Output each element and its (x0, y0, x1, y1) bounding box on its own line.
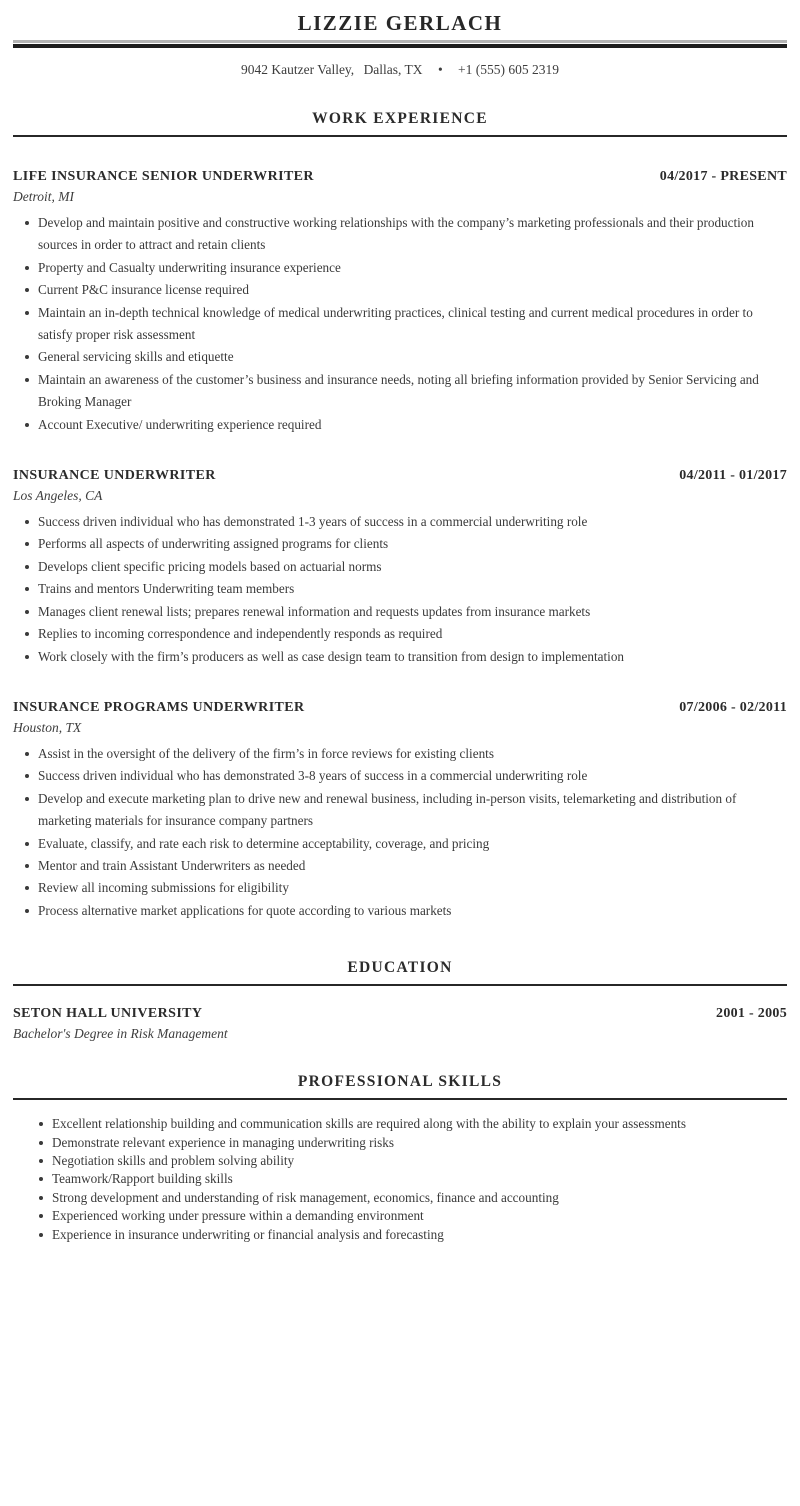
education-degree: Bachelor's Degree in Risk Management (13, 1026, 228, 1042)
bullet-icon (25, 221, 29, 225)
education-header (13, 1005, 787, 1023)
bullet-icon (39, 1177, 43, 1181)
job-bullet-list (13, 511, 787, 668)
bullet-icon (39, 1214, 43, 1218)
bullet-icon (25, 266, 29, 270)
job-bullet-item (13, 369, 787, 414)
job-bullet-item (13, 765, 787, 787)
bullet-icon (25, 774, 29, 778)
header-double-rule (13, 40, 787, 48)
work-experience-section (13, 109, 787, 922)
skill-text: Teamwork/Rapport building skills (52, 1171, 233, 1187)
section-divider (13, 135, 787, 137)
job-bullet-item (13, 855, 787, 877)
job-dates: 04/2017 - PRESENT (659, 169, 787, 184)
bullet-icon (25, 886, 29, 890)
job-dates: 07/2006 - 02/2011 (679, 699, 787, 715)
job-title: LIFE INSURANCE SENIOR UNDERWRITER (13, 169, 314, 184)
contact-line (13, 61, 787, 78)
skill-text: Experience in insurance underwriting or financial analysis and forecasting (52, 1226, 444, 1242)
bullet-icon (39, 1141, 43, 1145)
job-bullet-item (13, 257, 787, 279)
job-title: INSURANCE PROGRAMS UNDERWRITER (13, 699, 305, 715)
bullet-icon (25, 423, 29, 427)
bullet-icon (39, 1122, 43, 1126)
education-heading: EDUCATION (347, 959, 453, 977)
job-bullet-text: Mentor and train Assistant Underwriters as needed (38, 857, 306, 873)
job-bullet-text: Evaluate, classify, and rate each risk to determine acceptability, coverage, and pricing (38, 835, 490, 851)
contact-phone: +1 (555) 605 2319 (458, 62, 560, 77)
skill-item (13, 1207, 787, 1225)
skill-item (13, 1170, 787, 1188)
job-bullet-item (13, 743, 787, 765)
job-bullet-text: Success driven individual who has demonstrated 3-8 years of success in a commercial underwriting role (38, 768, 588, 784)
professional-skills-section (13, 1072, 787, 1244)
job-bullet-text: General servicing skills and etiquette (38, 349, 234, 365)
job-bullet-item (13, 578, 787, 600)
professional-skills-heading: PROFESSIONAL SKILLS (297, 1073, 503, 1091)
skill-item (13, 1115, 787, 1133)
section-divider (13, 984, 787, 986)
job-bullet-text: Develop and execute marketing plan to drive new and renewal business, including in-person visits, telemarketing and distribution of marketing materials for insurance company partners (38, 790, 737, 829)
bullet-icon (25, 542, 29, 546)
resume-name: LIZZIE GERLACH (297, 11, 503, 35)
job-bullet-list (13, 212, 787, 436)
job-bullet-text: Manages client renewal lists; prepares renewal information and requests updates from insurance markets (38, 603, 591, 619)
skill-item (13, 1134, 787, 1152)
job-bullet-item (13, 646, 787, 668)
bullet-icon (25, 520, 29, 524)
skill-text: Experienced working under pressure within a demanding environment (52, 1208, 424, 1224)
job-bullet-item (13, 414, 787, 436)
skill-item (13, 1189, 787, 1207)
job-bullet-item (13, 533, 787, 555)
skill-item (13, 1226, 787, 1244)
contact-address: 9042 Kautzer Valley, (240, 62, 355, 77)
section-divider (13, 1098, 787, 1100)
bullet-icon (25, 752, 29, 756)
job-bullet-item (13, 346, 787, 368)
job-bullet-item (13, 833, 787, 855)
job-bullet-text: Assist in the oversight of the delivery of the firm’s in force reviews for existing clients (38, 745, 494, 761)
job-bullet-text: Develop and maintain positive and constructive working relationships with the company’s marketing professionals and their production sources in order to attract and retain clients (38, 215, 754, 253)
job-location: Houston, TX (13, 719, 82, 735)
job-entry (13, 168, 787, 436)
job-bullet-text: Develops client specific pricing models based on actuarial norms (38, 558, 382, 574)
job-bullet-text: Process alternative market applications for quote according to various markets (38, 902, 452, 918)
bullet-icon (25, 378, 29, 382)
job-bullet-text: Performs all aspects of underwriting assigned programs for clients (38, 536, 389, 552)
job-bullet-item (13, 511, 787, 533)
bullet-icon (25, 565, 29, 569)
job-location: Los Angeles, CA (13, 488, 103, 504)
job-bullet-text: Property and Casualty underwriting insurance experience (38, 259, 341, 275)
job-location: Detroit, MI (13, 189, 74, 204)
job-list (13, 168, 787, 922)
job-bullet-item (13, 212, 787, 257)
job-bullet-text: Maintain an awareness of the customer’s business and insurance needs, noting all briefing information provided by Senior Servicing and Broking Manager (38, 371, 759, 410)
job-bullet-item (13, 302, 787, 347)
job-bullet-item (13, 601, 787, 623)
job-bullet-item (13, 623, 787, 645)
job-bullet-text: Success driven individual who has demonstrated 1-3 years of success in a commercial underwriting role (38, 514, 588, 530)
bullet-icon (39, 1233, 43, 1237)
bullet-icon (25, 655, 29, 659)
skill-text: Demonstrate relevant experience in managing underwriting risks (52, 1134, 395, 1150)
job-entry (13, 467, 787, 668)
job-dates: 04/2011 - 01/2017 (679, 468, 787, 484)
bullet-icon (25, 288, 29, 292)
job-bullet-item (13, 877, 787, 899)
skill-item (13, 1152, 787, 1170)
job-bullet-text: Review all incoming submissions for eligibility (38, 880, 289, 896)
bullet-icon (25, 610, 29, 614)
skill-text: Negotiation skills and problem solving ability (52, 1152, 295, 1168)
work-experience-heading: WORK EXPERIENCE (312, 110, 488, 127)
contact-city: Dallas, TX (363, 62, 423, 77)
bullet-icon (39, 1159, 43, 1163)
education-section (13, 958, 787, 1042)
job-bullet-item (13, 788, 787, 833)
job-bullet-text: Work closely with the firm’s producers as well as case design team to transition from design to implementation (38, 648, 625, 664)
skill-text: Strong development and understanding of risk management, economics, finance and accounting (52, 1189, 559, 1205)
job-header (13, 699, 787, 717)
job-bullet-list (13, 743, 787, 922)
job-bullet-text: Account Executive/ underwriting experience required (38, 416, 322, 432)
bullet-icon (39, 1196, 43, 1200)
bullet-icon (25, 797, 29, 801)
bullet-icon (25, 909, 29, 913)
skills-list (13, 1115, 787, 1244)
education-dates: 2001 - 2005 (716, 1006, 787, 1022)
job-entry (13, 699, 787, 922)
job-bullet-item (13, 279, 787, 301)
job-bullet-item (13, 900, 787, 922)
school-name: SETON HALL UNIVERSITY (13, 1006, 203, 1022)
job-bullet-item (13, 556, 787, 578)
bullet-icon (25, 632, 29, 636)
bullet-icon (25, 587, 29, 591)
job-header (13, 467, 787, 485)
bullet-icon (25, 864, 29, 868)
job-bullet-text: Current P&C insurance license required (38, 282, 249, 298)
dot-separator-icon: • (437, 62, 443, 77)
bullet-icon (25, 355, 29, 359)
job-bullet-text: Trains and mentors Underwriting team members (38, 581, 295, 597)
school-list (13, 1005, 787, 1042)
job-title: INSURANCE UNDERWRITER (13, 468, 216, 484)
bullet-icon (25, 311, 29, 315)
header-rule-dark (13, 44, 787, 48)
job-bullet-text: Replies to incoming correspondence and independently responds as required (38, 626, 443, 642)
job-header (13, 168, 787, 186)
bullet-icon (25, 842, 29, 846)
skill-text: Excellent relationship building and communication skills are required along with the ability to explain your assessments (52, 1116, 686, 1132)
education-entry (13, 1005, 787, 1042)
job-bullet-text: Maintain an in-depth technical knowledge of medical underwriting practices, clinical testing and current medical procedures in order to satisfy proper risk assessment (38, 304, 753, 343)
